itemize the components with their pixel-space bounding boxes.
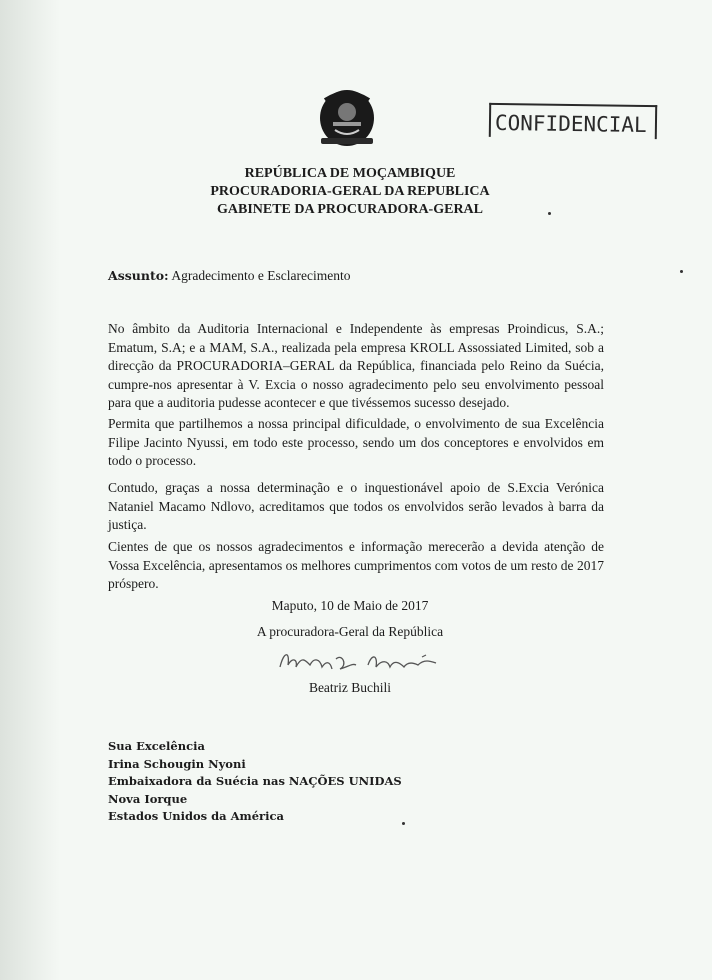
letterhead	[180, 165, 520, 219]
letterhead-institution: PROCURADORIA-GERAL DA REPUBLICA	[210, 184, 490, 199]
addressee-country: Estados Unidos da América	[108, 809, 284, 823]
scan-speck	[548, 212, 551, 215]
body-paragraph-3: Contudo, graças a nossa determinação e o inquestionável apoio de S.Excia Verónica Nataniel Macamo Ndlovo, acreditamos que todos os envolvidos serão levados à barra da justiça.	[108, 480, 604, 532]
addressee-city: Nova Iorque	[108, 791, 188, 806]
scan-speck	[402, 822, 405, 825]
signatory-name: Beatriz Buchili	[308, 680, 392, 695]
body-paragraph-4: Cientes de que os nossos agradecimentos e informação merecerão a devida atenção de Vossa Excelência, apresentamos os melhores cumprimentos com votos de um resto de 2017 próspero.	[108, 539, 604, 591]
signatory-role: A procuradora-Geral da República	[256, 624, 444, 639]
letterhead-country: REPÚBLICA DE MOÇAMBIQUE	[244, 166, 456, 181]
scan-speck	[680, 270, 683, 273]
addressee-block	[108, 738, 402, 826]
addressee-salutation: Sua Excelência	[108, 739, 205, 753]
body-paragraph-2: Permita que partilhemos a nossa principal dificuldade, o envolvimento de sua Excelência Filipe Jacinto Nyussi, em todo este processo, sendo um dos conceptores e envolvidos em todo o processo.	[108, 416, 604, 468]
body-paragraph-1: No âmbito da Auditoria Internacional e Independente às empresas Proindicus, S.A.; Ematum, S.A; e a MAM, S.A., realizada pela empresa KROLL Assossiated Limited, sob a direcção da PROCURADORIA–GERAL da República, financiada pelo Reino da Suécia, cumpre-nos apresentar à V. Excia o nosso agradecimento pelo seu envolvimento pessoal para que a auditoria pudesse acontecer e que tivéssemos sucesso desejado.	[108, 321, 604, 410]
subject-text: Agradecimento e Esclarecimento	[171, 268, 351, 283]
place-date: Maputo, 10 de Maio de 2017	[271, 598, 429, 613]
scan-edge-shadow	[0, 0, 60, 980]
handwritten-signature	[276, 647, 446, 675]
subject-label: Assunto:	[108, 268, 169, 283]
addressee-title: Embaixadora da Suécia nas NAÇÕES UNIDAS	[108, 774, 402, 788]
mozambique-emblem-icon	[313, 82, 381, 150]
letterhead-office: GABINETE DA PROCURADORA-GERAL	[216, 202, 484, 217]
confidential-stamp: CONFIDENCIAL	[489, 103, 657, 139]
subject-line	[108, 268, 351, 284]
addressee-name: Irina Schougin Nyoni	[108, 756, 246, 771]
